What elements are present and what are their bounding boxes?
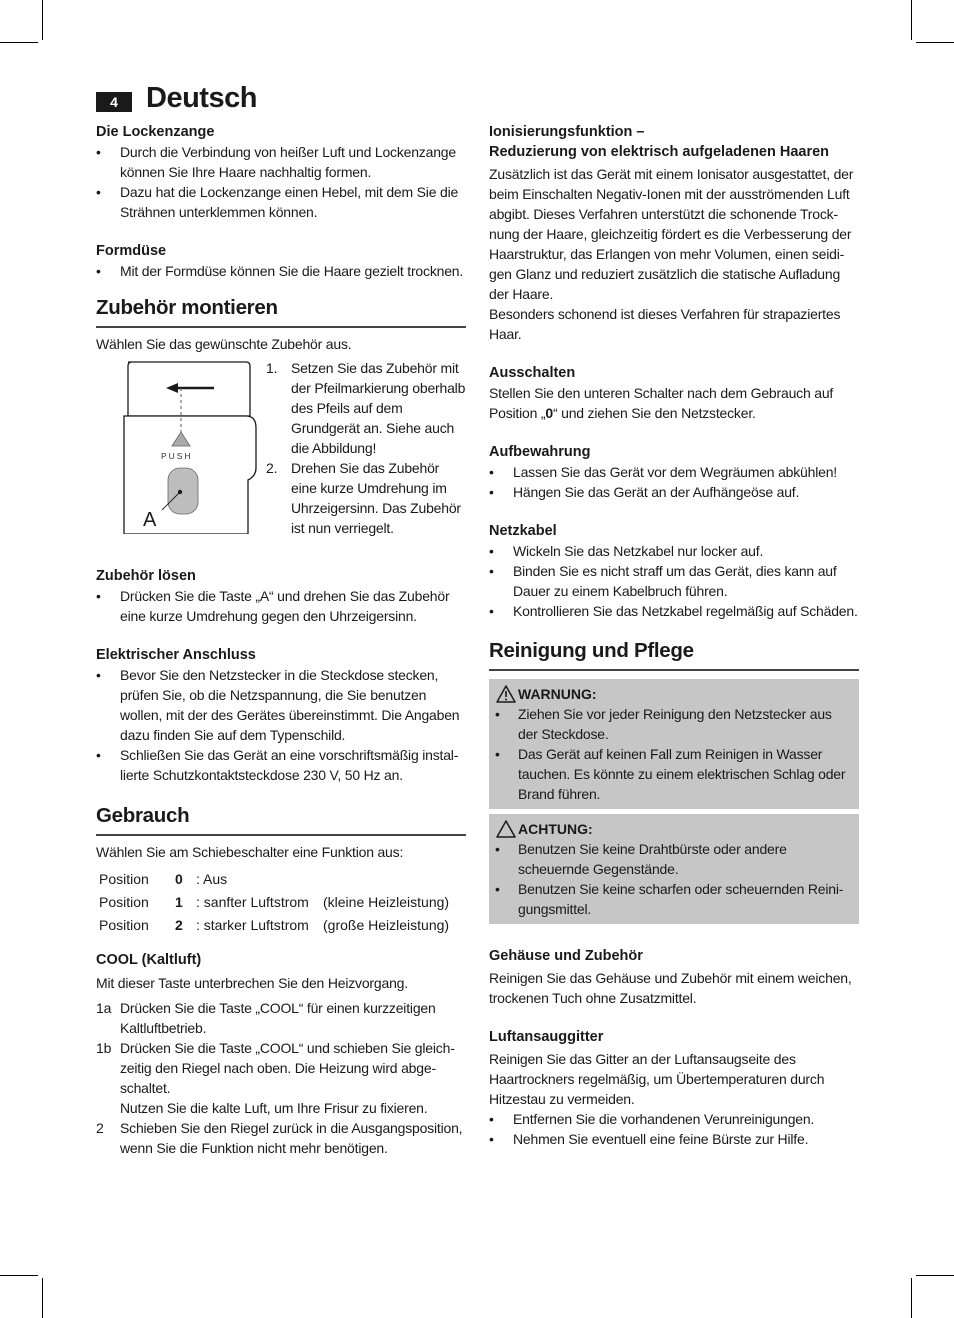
list-item: Nutzen Sie die kalte Luft, um Ihre Frisur zu fixieren. [120,1100,428,1116]
caution-triangle-icon [495,819,517,839]
list-item: 2 Schieben Sie den Riegel zurück in die Ausgangsposition, wenn Sie die Funktion nicht mehr benötigen. [96,1120,463,1156]
gehaeuse-text: Reinigen Sie das Gehäuse und Zubehör mit einem weichen, trockenen Tuch ohne Zusatzmittel. [489,970,852,1006]
list-item: • Mit der Formdüse können Sie die Haare gezielt trocknen. [96,261,466,281]
luftansauggitter-list [489,1109,859,1149]
push-label: PUSH [161,451,193,461]
list-item: • Lassen Sie das Gerät vor dem Wegräumen abkühlen! [489,462,859,482]
intro-text: Wählen Sie das gewünschte Zubehör aus. [96,336,352,352]
heading-gebrauch: Gebrauch [96,803,466,836]
zubehoer-loesen-list [96,586,466,626]
netzkabel-list [489,541,859,621]
section-title-luftansauggitter: Luftansauggitter [489,1029,604,1045]
list-item: • Benutzen Sie keine scharfen oder scheuernden Reinigungsmittel. [495,879,849,919]
caution-box [489,814,859,924]
list-item: • Wickeln Sie das Netzkabel nur locker auf. [489,541,859,561]
crop-mark [916,1275,954,1276]
left-column [96,122,466,1158]
luftansauggitter-text: Reinigen Sie das Gitter an der Luftansaugseite des Haartrockners regelmäßig, um Übertemperaturen durch Hitzestau zu vermeiden. [489,1051,825,1107]
page-number: 4 [96,92,132,112]
montage-steps [266,358,466,538]
section-title-elektrischer-anschluss: Elektrischer Anschluss [96,647,256,663]
section-title-formduese: Formdüse [96,243,167,259]
section-title-ausschalten: Ausschalten [489,365,576,381]
list-item: 2. Drehen Sie das Zubehör eine kurze Umdrehung im Uhrzeigersinn. Das Zubehör ist nun verriegelt. [266,460,461,536]
heading-zubehoer-montieren: Zubehör montieren [96,295,466,328]
caution-list [495,839,849,919]
list-item: • Kontrollieren Sie das Netzkabel regelmäßig auf Schäden. [489,601,859,621]
section-title-netzkabel: Netzkabel [489,523,557,539]
list-item: • Ziehen Sie vor jeder Reinigung den Netzstecker aus der Steckdose. [495,704,849,744]
list-item: 1a Drücken Sie die Taste „COOL“ für einen kurzzeitigen Kaltluftbetrieb. [96,1000,436,1036]
crop-mark [0,1275,38,1276]
warning-box [489,679,859,809]
lockenzange-list [96,142,466,222]
attachment-illustration [110,358,258,534]
list-item: 1b Drücken Sie die Taste „COOL“ und schieben Sie gleichzeitig den Riegel nach oben. Die Heizung wird abgeschaltet. [96,1040,455,1096]
section-title-gehaeuse: Gehäuse und Zubehör [489,948,643,964]
montage-figure-block [96,358,466,554]
section-title-cool: COOL (Kaltluft) [96,952,202,968]
section-title-aufbewahrung: Aufbewahrung [489,444,591,460]
list-item: • Nehmen Sie eventuell eine feine Bürste zur Hilfe. [489,1129,859,1149]
position-table [99,869,466,938]
crop-mark [911,0,912,40]
list-item: • Hängen Sie das Gerät an der Aufhängeöse auf. [489,482,859,502]
list-item: • Benutzen Sie keine Drahtbürste oder andere scheuernde Gegenstände. [495,839,849,879]
ionisierung-text: Besonders schonend ist dieses Verfahren für strapaziertes Haar. [489,306,841,342]
position-row: Position 1 : sanfter Luftstrom (kleine Heizleistung) [99,894,450,910]
right-column [489,122,859,1149]
section-title-zubehoer-loesen: Zubehör lösen [96,568,196,584]
warning-list [495,704,849,804]
marker-a-label: A [143,509,157,531]
crop-mark [0,42,38,43]
crop-mark [916,42,954,43]
list-item: • Durch die Verbindung von heißer Luft und Lockenzange können Sie Ihre Haare nachhaltig formen. [96,142,466,182]
list-item: • Binden Sie es nicht straff um das Gerät, dies kann auf Dauer zu einem Kabelbruch führen. [489,561,859,601]
ionisierung-text: Zusätzlich ist das Gerät mit einem Ionisator ausgestattet, der beim Einschalten Negativ-Ionen mit der ausströmenden Luft abgibt. Dieses Verfahren unterstützt die schonende Trocknung der Haare, gleichzeitig fördert es die Verbesserung der Haarstruktur, das Erlangen von mehr Volumen, einen seidigen Glanz und reduziert zusätzlich die statische Aufladung der Haare. [489,166,854,302]
list-item: • Drücken Sie die Taste „A“ und drehen Sie das Zubehör eine kurze Umdrehung gegen den Uhrzeigersinn. [96,586,466,626]
position-row: Position 0 : Aus [99,871,228,887]
section-title-ionisierung: Ionisierungsfunktion – Reduzierung von elektrisch aufgeladenen Haaren [489,124,830,160]
cool-intro: Mit dieser Taste unterbrechen Sie den Heizvorgang. [96,975,408,991]
aufbewahrung-list [489,462,859,502]
list-item: • Entfernen Sie die vorhandenen Verunreinigungen. [489,1109,859,1129]
section-title-lockenzange: Die Lockenzange [96,124,215,140]
ausschalten-text: Stellen Sie den unteren Schalter nach dem Gebrauch auf Position „0“ und ziehen Sie den Netzstecker. [489,385,834,421]
crop-mark [911,1278,912,1318]
page-title: Deutsch [146,82,257,114]
crop-mark [42,0,43,40]
intro-text: Wählen Sie am Schiebeschalter eine Funktion aus: [96,844,404,860]
heading-reinigung: Reinigung und Pflege [489,638,859,671]
anschluss-list [96,665,466,785]
formduese-list [96,261,466,281]
warning-triangle-icon [495,684,517,704]
warning-title: WARNUNG: [495,684,849,704]
list-item: • Bevor Sie den Netzstecker in die Steckdose stecken, prüfen Sie, ob die Netzspannung, die Sie benutzen wollen, mit der des Gerätes übereinstimmt. Die Angaben dazu finden Sie auf dem Typenschild. [96,665,466,745]
position-row: Position 2 : starker Luftstrom (große Heizleistung) [99,917,450,933]
list-item: • Schließen Sie das Gerät an eine vorschriftsmäßig installierte Schutzkontaktsteckdose 230 V, 50 Hz an. [96,745,466,785]
caution-title: ACHTUNG: [495,819,849,839]
list-item: • Dazu hat die Lockenzange einen Hebel, mit dem Sie die Strähnen unterklemmen können. [96,182,466,222]
list-item: • Das Gerät auf keinen Fall zum Reinigen in Wasser tauchen. Es könnte zu einem elektrischen Schlag oder Brand führen. [495,744,849,804]
crop-mark [42,1278,43,1318]
list-item: 1. Setzen Sie das Zubehör mit der Pfeilmarkierung oberhalb des Pfeils auf dem Grundgerät an. Siehe auch die Abbildung! [266,360,466,456]
